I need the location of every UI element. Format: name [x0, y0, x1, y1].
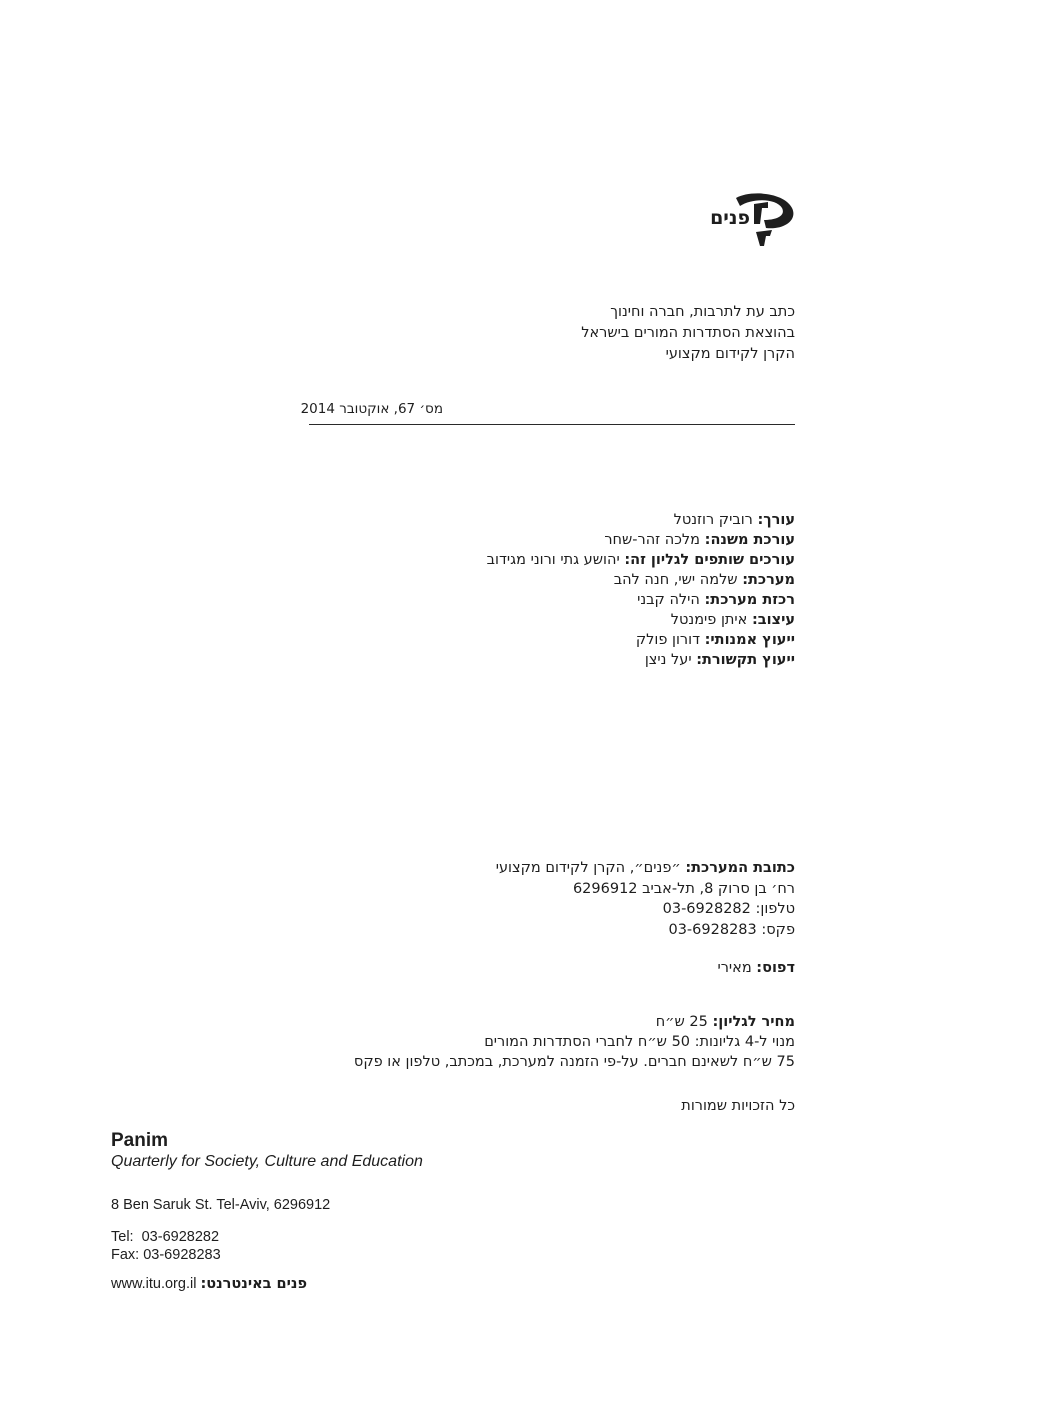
- credit-row: [487, 510, 795, 530]
- credit-label: רכזת מערכת:: [704, 592, 795, 608]
- price-value: 25 ש״ח: [655, 1014, 708, 1030]
- credit-row: [487, 570, 795, 590]
- masthead-line: הקרן לקידום מקצועי: [665, 346, 795, 362]
- address-label: כתובת המערכת:: [685, 860, 795, 876]
- price-info: [354, 1012, 795, 1072]
- credit-row: [487, 650, 795, 670]
- address-row: [496, 858, 795, 879]
- credit-value: יהושע גתי ורוני מגידוב: [486, 552, 620, 568]
- printing: [717, 958, 795, 978]
- english-tel: Tel: 03-6928282: [111, 1229, 220, 1245]
- panim-logo-icon: [692, 190, 800, 250]
- credit-row: [487, 530, 795, 550]
- credit-label: עורך:: [757, 512, 795, 528]
- credit-value: רוביק רוזנטל: [673, 512, 753, 528]
- credit-row: [487, 610, 795, 630]
- english-contact: [111, 1228, 221, 1264]
- credit-label: מערכת:: [742, 572, 795, 588]
- credit-row: [487, 590, 795, 610]
- address-phone: טלפון: 03-6928282: [662, 901, 795, 917]
- credit-value: יעל ניצן: [644, 652, 692, 668]
- subscription-line: 75 ש״ח לשאינם חברים. על-פי הזמנה למערכת, במכתב, טלפון או פקס: [353, 1054, 795, 1070]
- credit-value: מלכה זהר-שחר: [604, 532, 701, 548]
- credits: [487, 510, 795, 670]
- printing-label: דפוס:: [756, 960, 795, 976]
- price-label: מחיר לגליון:: [712, 1014, 795, 1030]
- credit-row: [487, 550, 795, 570]
- address-street: רח׳ בן סרוק 8, תל-אביב 6296912: [572, 880, 795, 897]
- panim-logo: [692, 190, 800, 250]
- website: [111, 1276, 307, 1292]
- editorial-address: [496, 858, 795, 940]
- credit-label: ייעוץ אמנותי:: [704, 632, 795, 648]
- credit-value: איתן פימנטל: [670, 612, 748, 628]
- english-fax: Fax: 03-6928283: [111, 1247, 221, 1263]
- address-fax: פקס: 03-6928283: [668, 921, 795, 938]
- credit-label: ייעוץ תקשורת:: [696, 652, 795, 668]
- logo-text: פנים: [710, 207, 750, 229]
- website-link[interactable]: www.itu.org.il: [111, 1276, 197, 1292]
- masthead-line: כתב עת לתרבות, חברה וחינוך: [610, 304, 795, 320]
- subscription-line: מנוי ל-4 גליונות: 50 ש״ח לחברי הסתדרות המורים: [484, 1034, 795, 1050]
- credit-row: [487, 630, 795, 650]
- english-title: Panim: [111, 1130, 169, 1151]
- masthead: [581, 302, 795, 365]
- price-row: [354, 1012, 795, 1032]
- website-label: פנים באינטרנט:: [200, 1276, 308, 1292]
- english-address: 8 Ben Saruk St. Tel-Aviv, 6296912: [111, 1197, 331, 1213]
- english-subtitle: Quarterly for Society, Culture and Education: [111, 1153, 423, 1170]
- credit-value: דורון פולק: [635, 632, 700, 648]
- address-value: ״פנים״, הקרן לקידום מקצועי: [495, 860, 681, 876]
- credit-value: שלמה ישי, חנה להב: [613, 572, 738, 588]
- credit-label: עורכים שותפים לגליון זה:: [624, 552, 795, 568]
- issue-number: מס׳ 67, אוקטובר 2014: [300, 401, 443, 417]
- credit-label: עיצוב:: [751, 612, 795, 628]
- credit-value: הילה קבני: [637, 592, 700, 608]
- credit-label: עורכת משנה:: [704, 532, 795, 548]
- divider: [309, 424, 795, 425]
- copyright: כל הזכויות שמורות: [681, 1098, 795, 1114]
- printing-value: מאירי: [717, 960, 752, 976]
- masthead-line: בהוצאת הסתדרות המורים בישראל: [581, 325, 795, 341]
